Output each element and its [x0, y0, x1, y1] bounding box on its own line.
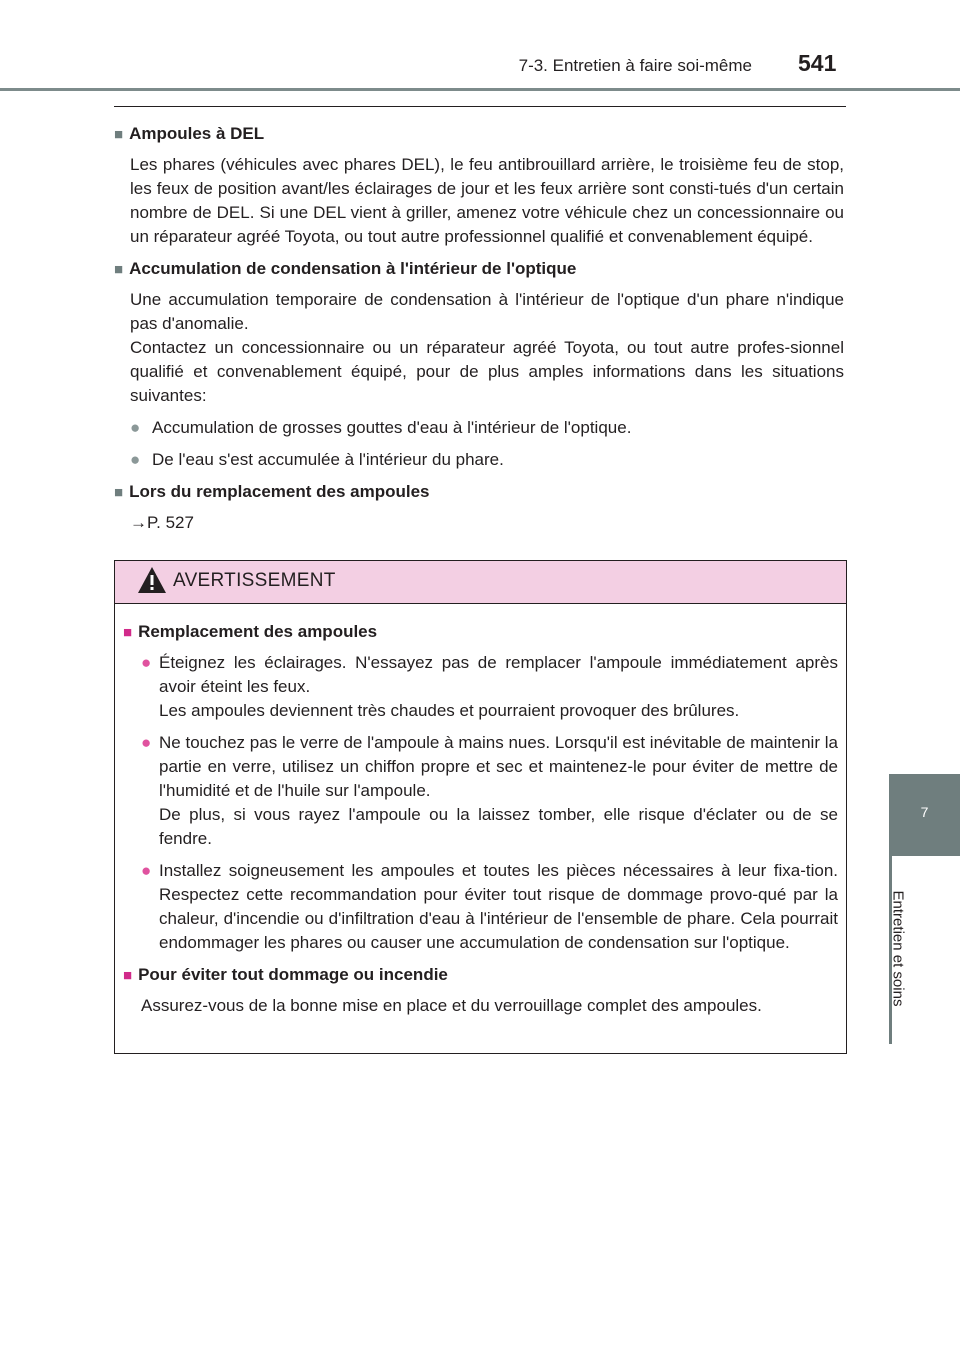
- warning-header: [115, 561, 846, 604]
- circle-bullet-icon: ●: [130, 418, 141, 437]
- main-content: [114, 122, 844, 543]
- chapter-side-label: Entretien et soins: [889, 890, 907, 1007]
- warning-section-title: ■ Remplacement des ampoules: [123, 622, 378, 641]
- warning-body: [115, 604, 846, 1018]
- warning-triangle-icon: [137, 566, 167, 594]
- section-title: ■ Lors du remplacement des ampoules: [114, 482, 430, 501]
- section-title: ■ Ampoules à DEL: [114, 124, 265, 143]
- circle-bullet-icon: ●: [141, 861, 152, 880]
- square-bullet-icon: ■: [123, 967, 133, 984]
- square-bullet-icon: ■: [114, 261, 124, 278]
- section-body: Une accumulation temporaire de condensation à l'intérieur de l'optique d'un phare n'indique pas d'anomalie.: [130, 290, 844, 333]
- warning-section-title: ■ Pour éviter tout dommage ou incendie: [123, 965, 448, 984]
- header-rule: [0, 88, 960, 91]
- square-bullet-icon: ■: [114, 484, 124, 501]
- warning-box: [114, 560, 847, 1054]
- chapter-title: 7-3. Entretien à faire soi-même: [518, 56, 752, 75]
- page-number: 541: [798, 50, 837, 76]
- section-title: ■ Accumulation de condensation à l'intérieur de l'optique: [114, 259, 577, 278]
- warning-section-body: Assurez-vous de la bonne mise en place et du verrouillage complet des ampoules.: [141, 996, 762, 1015]
- warning-title: AVERTISSEMENT: [173, 570, 336, 591]
- circle-bullet-icon: ●: [141, 653, 152, 672]
- section-body: Les phares (véhicules avec phares DEL), le feu antibrouillard arrière, le troisième feu de stop, les feux de position avant/les éclairages de jour et les feux arrière sont consti-tués d'un certain nombre de DEL. Si une DEL vient à griller, amenez votre véhicule chez un concessionnaire ou un réparateur agréé Toyota, ou tout autre professionnel qualifié et convenablement équipé.: [130, 155, 844, 246]
- circle-bullet-icon: ●: [141, 733, 152, 752]
- list-item: ● Accumulation de grosses gouttes d'eau à l'intérieur de l'optique.: [130, 416, 844, 440]
- warning-list-item: ● Éteignez les éclairages. N'essayez pas de remplacer l'ampoule immédiatement après avoir éteint les feux. Les ampoules deviennent très chaudes et pourraient provoquer des brûlures.: [141, 653, 838, 720]
- page-reference-link[interactable]: →P. 527: [130, 513, 194, 532]
- list-item: ● De l'eau s'est accumulée à l'intérieur du phare.: [130, 448, 844, 472]
- circle-bullet-icon: ●: [130, 450, 141, 469]
- square-bullet-icon: ■: [123, 624, 133, 641]
- content-rule: [114, 106, 846, 107]
- chapter-side-strip: [889, 856, 960, 1044]
- square-bullet-icon: ■: [114, 126, 124, 143]
- chapter-tab-number: 7: [920, 804, 929, 820]
- warning-list-item: ● Ne touchez pas le verre de l'ampoule à mains nues. Lorsqu'il est inévitable de maintenir la partie en verre, utilisez un chiffon propre et sec et maintenez-le pour éviter de mettre de l'humidité et de l'huile sur l'ampoule. De plus, si vous rayez l'ampoule ou la laissez tomber, elle risque d'éclater ou de se fendre.: [141, 733, 838, 848]
- section-body: Contactez un concessionnaire ou un réparateur agréé Toyota, ou tout autre profes-sionnel qualifié et convenablement équipé, pour de plus amples informations dans les situations suivantes:: [130, 338, 844, 405]
- warning-list-item: ● Installez soigneusement les ampoules et toutes les pièces nécessaires à leur fixa-tion. Respectez cette recommandation pour éviter tout risque de dommage provo-qué par la chaleur, d'incendie ou d'infiltration d'eau à l'intérieur de l'ensemble de phare. Cela pourrait endommager les phares ou causer une accumulation de condensation sur l'optique.: [141, 861, 838, 952]
- chapter-tab[interactable]: [889, 774, 960, 856]
- page-header: [0, 0, 960, 90]
